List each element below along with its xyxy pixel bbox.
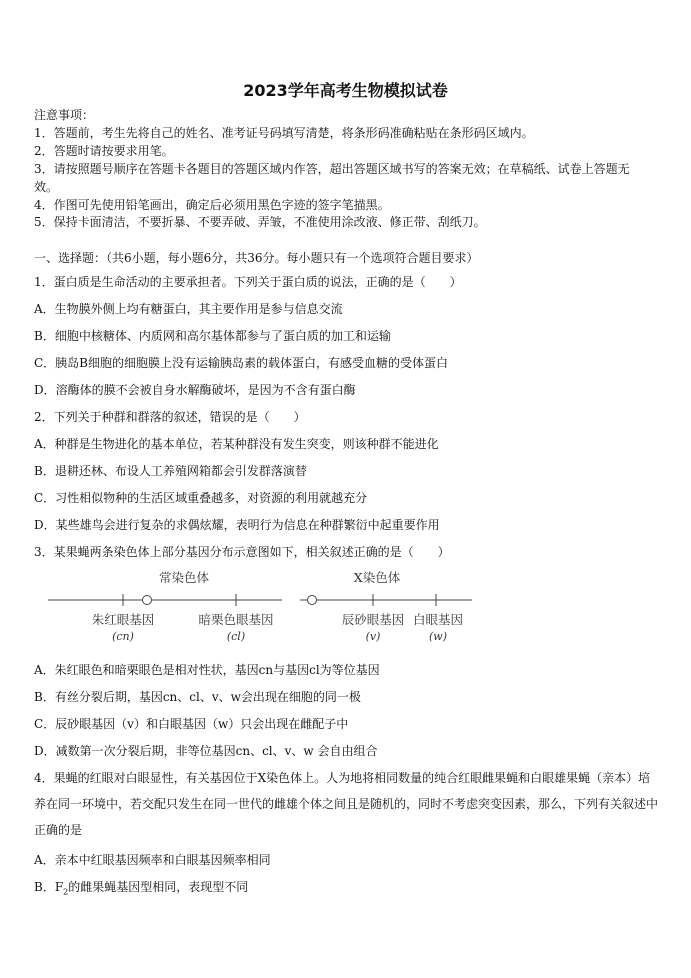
notice-heading: 注意事项：	[34, 108, 95, 122]
option-c: C．辰砂眼基因（v）和白眼基因（w）只会出现在雌配子中	[34, 717, 349, 731]
section-heading: 一、选择题：（共6小题，每小题6分，共36分。每小题只有一个选项符合题目要求）	[34, 251, 479, 265]
notice-item: 4．作图可先使用铅笔画出，确定后必须用黑色字迹的签字笔描黑。	[34, 198, 390, 212]
option-a: A．种群是生物进化的基本单位，若某种群没有发生突变，则该种群不能进化	[34, 437, 439, 451]
question-stem: 1．蛋白质是生命活动的主要承担者。下列关于蛋白质的说法，正确的是（ ）	[34, 275, 462, 289]
autosome-label: 常染色体	[158, 570, 210, 585]
option-d: D．减数第一次分裂后期，非等位基因cn、cl、v、w 会自由组合	[34, 744, 378, 758]
gene-symbol: (w)	[429, 630, 447, 643]
gene-symbol: (cn)	[112, 630, 134, 643]
option-c: C．习性相似物种的生活区域重叠越多，对资源的利用就越充分	[34, 491, 368, 505]
chromosome-diagram	[40, 566, 480, 652]
centromere-icon	[308, 596, 317, 605]
option-b-subscript: 2	[63, 887, 69, 897]
option-b-suffix: 的雌果蝇基因型相同，表现型不同	[68, 880, 249, 894]
option-d: D．溶酶体的膜不会被自身水解酶破坏，是因为不含有蛋白酶	[34, 383, 356, 397]
notice-item: 1．答题前，考生先将自己的姓名、准考证号码填写清楚，将条形码准确粘贴在条形码区域内。	[34, 126, 534, 140]
question-stem: 4．果蝇的红眼对白眼显性，有关基因位于X染色体上。人为地将相同数量的纯合红眼雌果蝇和白眼雄果蝇（亲本）培养在同一环境中，若交配只发生在同一世代的雌雄个体之间且是随机的，同时不考虑突变因素，那么，下列有关叙述中正确的是	[34, 771, 659, 837]
gene-symbol: (v)	[365, 630, 381, 643]
centromere-icon	[143, 596, 152, 605]
option-a: A．生物膜外侧上均有糖蛋白，其主要作用是参与信息交流	[34, 302, 343, 316]
chromosome-svg	[40, 566, 480, 652]
option-a: A．朱红眼色和暗栗眼色是相对性状，基因cn与基因cl为等位基因	[34, 663, 380, 677]
gene-symbol: (cl)	[226, 630, 246, 643]
option-b	[34, 878, 661, 896]
gene-label: 辰砂眼基因	[341, 612, 405, 627]
gene-label: 暗栗色眼基因	[198, 612, 274, 627]
option-a: A．亲本中红眼基因频率和白眼基因频率相同	[34, 853, 271, 867]
option-b: B．细胞中核糖体、内质网和高尔基体都参与了蛋白质的加工和运输	[34, 329, 391, 343]
page-title: 2023学年高考生物模拟试卷	[243, 81, 448, 100]
notice-item: 3．请按照题号顺序在答题卡各题目的答题区域内作答，超出答题区域书写的答案无效；在草稿纸、试卷上答题无	[34, 162, 630, 176]
x-chromosome-label: X染色体	[353, 570, 401, 585]
option-c: C．胰岛B细胞的细胞膜上没有运输胰岛素的载体蛋白，有感受血糖的受体蛋白	[34, 356, 449, 370]
option-b: B．有丝分裂后期，基因cn、cl、v、w会出现在细胞的同一极	[34, 690, 361, 704]
gene-label: 白眼基因	[412, 612, 464, 627]
option-b-prefix: B．F	[34, 880, 64, 894]
option-d: D．某些雄鸟会进行复杂的求偶炫耀，表明行为信息在种群繁衍中起重要作用	[34, 518, 440, 532]
notice-item: 效。	[34, 180, 59, 194]
question-stem: 3．某果蝇两条染色体上部分基因分布示意图如下，相关叙述正确的是（ ）	[34, 545, 450, 559]
gene-label: 朱红眼基因	[91, 612, 155, 627]
question-stem: 2．下列关于种群和群落的叙述，错误的是（ ）	[34, 410, 306, 424]
notice-item: 5．保持卡面清洁，不要折暴、不要弄破、弄皱，不准使用涂改液、修正带、刮纸刀。	[34, 215, 486, 229]
notice-item: 2．答题时请按要求用笔。	[34, 144, 174, 158]
option-b: B．退耕还林、布设人工养殖网箱都会引发群落演替	[34, 464, 307, 478]
